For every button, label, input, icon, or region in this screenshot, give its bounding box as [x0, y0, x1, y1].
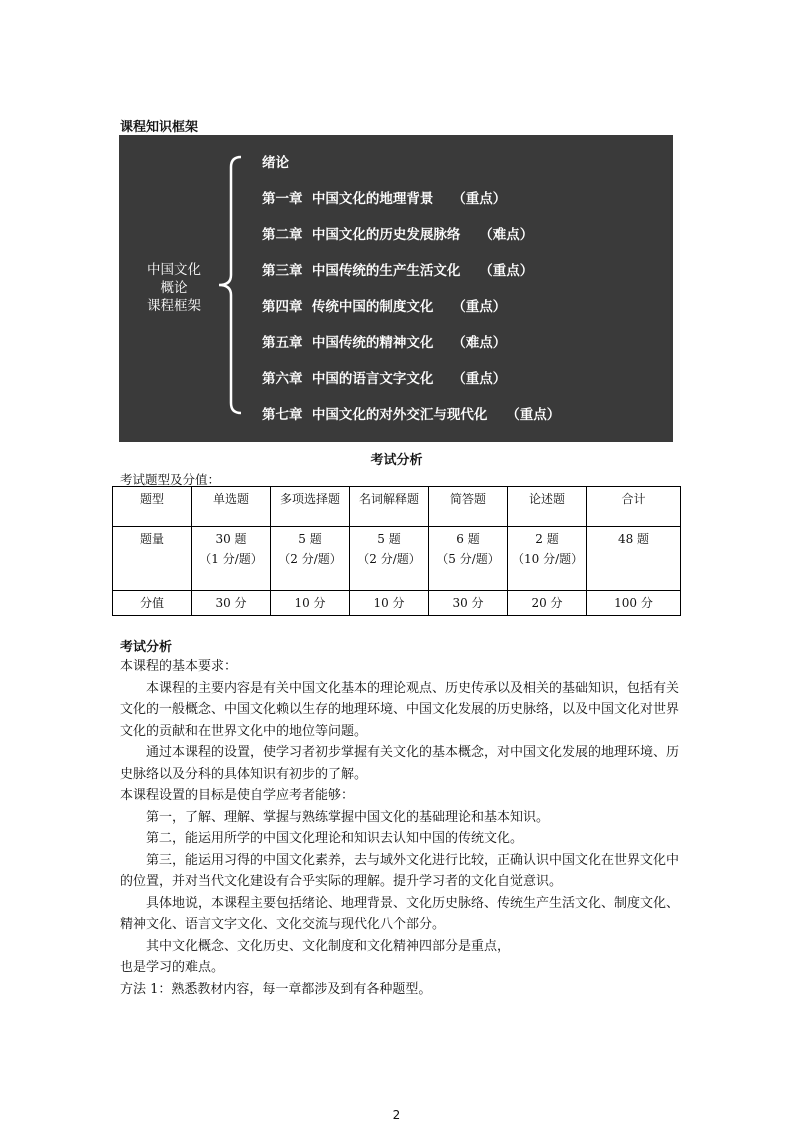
framework-heading: 课程知识框架 [120, 120, 199, 135]
table-cell: 分值 [113, 591, 192, 616]
table-cell: 5 题 （2 分/题） [350, 527, 429, 591]
page-number: 2 [392, 1108, 401, 1122]
table-cell: 30 分 [192, 591, 271, 616]
table-header-cell: 合计 [587, 487, 681, 527]
analysis-paragraph: 本课程的基本要求： [120, 659, 238, 674]
table-cell: 题量 [113, 527, 192, 591]
table-row [113, 591, 681, 616]
table-cell: 48 题 [587, 527, 681, 591]
table-header-cell: 简答题 [429, 487, 508, 527]
center-line: 课程框架 [147, 298, 201, 314]
framework-item: 第七章 中国文化的对外交汇与现代化 （重点） [262, 407, 561, 423]
framework-center-label [119, 261, 229, 315]
exam-heading: 考试分析 [370, 453, 423, 468]
table-header-cell: 多项选择题 [271, 487, 350, 527]
framework-item: 第五章 中国传统的精神文化 （难点） [262, 335, 507, 351]
analysis-body [120, 656, 680, 1000]
table-header-cell: 题型 [113, 487, 192, 527]
framework-diagram [119, 135, 673, 442]
analysis-paragraph: 通过本课程的设置，使学习者初步掌握有关文化的基本概念，对中国文化发展的地理环境、历史脉络以及分科的具体知识有初步的了解。 [120, 745, 680, 782]
analysis-heading: 考试分析 [120, 640, 173, 655]
framework-item: 第六章 中国的语言文字文化 （重点） [262, 371, 507, 387]
framework-item: 第四章 传统中国的制度文化 （重点） [262, 299, 507, 315]
table-cell: 10 分 [271, 591, 350, 616]
table-cell: 10 分 [350, 591, 429, 616]
table-row [113, 527, 681, 591]
table-header-cell: 名词解释题 [350, 487, 429, 527]
analysis-paragraph: 第一，了解、理解、掌握与熟练掌握中国文化的基础理论和基本知识。 [146, 809, 550, 825]
table-cell: 30 分 [429, 591, 508, 616]
framework-item: 绪论 [262, 155, 289, 171]
center-line: 中国文化 [147, 262, 201, 278]
table-header-cell: 论述题 [508, 487, 587, 527]
analysis-paragraph: 第三，能运用习得的中国文化素养，去与域外文化进行比较，正确认识中国文化在世界文化中的位置，并对当代文化建设有合乎实际的理解。提升学习者的文化自觉意识。 [120, 852, 680, 889]
table-cell: 30 题 （1 分/题） [192, 527, 271, 591]
center-line: 概论 [160, 280, 188, 296]
table-cell: 20 分 [508, 591, 587, 616]
table-cell: 6 题 （5 分/题） [429, 527, 508, 591]
framework-item: 第三章 中国传统的生产生活文化 （重点） [262, 263, 534, 279]
analysis-paragraph: 具体地说，本课程主要包括绪论、地理背景、文化历史脉络、传统生产生活文化、制度文化、精神文化、语言文字文化、文化交流与现代化八个部分。 [120, 895, 680, 932]
analysis-paragraph: 本课程设置的目标是使自学应考者能够： [120, 788, 355, 803]
analysis-paragraph: 第二，能运用所学的中国文化理论和知识去认知中国的传统文化。 [146, 831, 524, 846]
table-header-row [113, 487, 681, 527]
table-cell: 5 题 （2 分/题） [271, 527, 350, 591]
exam-types-label: 考试题型及分值： [120, 472, 221, 487]
framework-item: 第一章 中国文化的地理背景 （重点） [262, 191, 507, 207]
table-header-cell: 单选题 [192, 487, 271, 527]
table-cell: 100 分 [587, 591, 681, 616]
analysis-paragraph: 其中文化概念、文化历史、文化制度和文化精神四部分是重点， [146, 938, 511, 954]
analysis-paragraph: 本课程的主要内容是有关中国文化基本的理论观点、历史传承以及相关的基础知识，包括有关文化的一般概念、中国文化赖以生存的地理环境、中国文化发展的历史脉络，以及中国文化对世界文化的贡献和在世界文化中的地位等问题。 [120, 680, 680, 739]
analysis-paragraph: 方法 1：熟悉教材内容，每一章都涉及到有各种题型。 [120, 981, 432, 997]
framework-item: 第二章 中国文化的历史发展脉络 （难点） [262, 227, 534, 243]
analysis-paragraph: 也是学习的难点。 [120, 960, 225, 975]
table-cell: 2 题 （10 分/题） [508, 527, 587, 591]
exam-score-table [112, 486, 681, 616]
